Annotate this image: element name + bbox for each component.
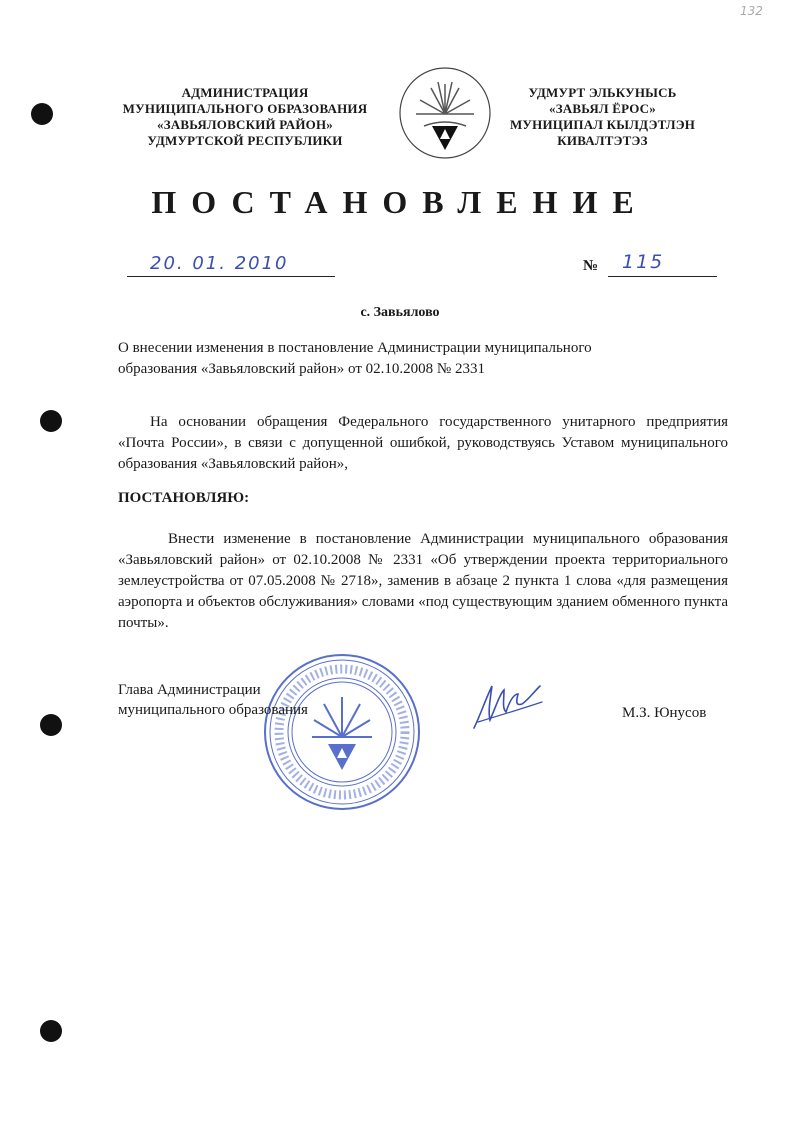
decree-heading: ПОСТАНОВЛЯЮ: <box>118 490 250 506</box>
document-date: 20. 01. 2010 <box>150 253 289 274</box>
header-left-line: УДМУРТСКОЙ РЕСПУБЛИКИ <box>147 133 343 148</box>
number-label: № <box>583 258 599 274</box>
header-right-line: КИВАЛТЭТЭЗ <box>557 133 648 148</box>
binding-hole <box>31 103 53 125</box>
signature-title-line: муниципального образования <box>118 702 308 718</box>
number-underline <box>608 276 717 277</box>
preamble-paragraph: На основании обращения Федерального государственного унитарного предприятия «Почта России», в связи с допущенной ошибкой, руководствуясь Уставом муниципального образования «Завьяловский район», <box>118 414 728 472</box>
handwritten-signature-icon <box>468 676 548 736</box>
subject-line: О внесении изменения в постановление Администрации муниципального <box>118 340 592 356</box>
header-right-block <box>500 85 705 149</box>
document-title: ПОСТАНОВЛЕНИЕ <box>151 184 649 220</box>
header-right-line: УДМУРТ ЭЛЬКУНЫСЬ <box>528 85 677 100</box>
place-of-issue: с. Завьялово <box>360 305 440 320</box>
subject-line: образования «Завьяловский район» от 02.10.2008 № 2331 <box>118 361 485 377</box>
signature-title-line: Глава Администрации <box>118 682 261 698</box>
header-right-line: МУНИЦИПАЛ КЫЛДЭТЛЭН <box>509 117 696 132</box>
binding-hole <box>40 1020 62 1042</box>
district-emblem-icon <box>398 66 492 160</box>
date-underline <box>127 276 335 277</box>
signer-name: М.З. Юнусов <box>622 705 707 721</box>
document-number: 115 <box>622 251 665 273</box>
header-right-line: «ЗАВЬЯЛ ЁРОС» <box>549 101 656 116</box>
binding-hole <box>40 410 62 432</box>
header-left-line: МУНИЦИПАЛЬНОГО ОБРАЗОВАНИЯ <box>122 101 368 116</box>
corner-pencil-mark: 132 <box>740 4 763 18</box>
header-left-line: «ЗАВЬЯЛОВСКИЙ РАЙОН» <box>157 117 333 132</box>
official-stamp-icon <box>262 652 422 812</box>
decree-body-paragraph: Внести изменение в постановление Администрации муниципального образования «Завьяловский район» от 02.10.2008 № 2331 «Об утверждении проекта территориального землеустройства от 07.05.2008 № 2718», заменив в абзаце 2 пункта 1 слова «для размещения аэропорта и объектов обслуживания» словами «под существующим зданием обменного пункта почты». <box>118 531 728 631</box>
header-left-block <box>110 85 380 149</box>
binding-hole <box>40 714 62 736</box>
header-left-line: АДМИНИСТРАЦИЯ <box>181 85 309 100</box>
